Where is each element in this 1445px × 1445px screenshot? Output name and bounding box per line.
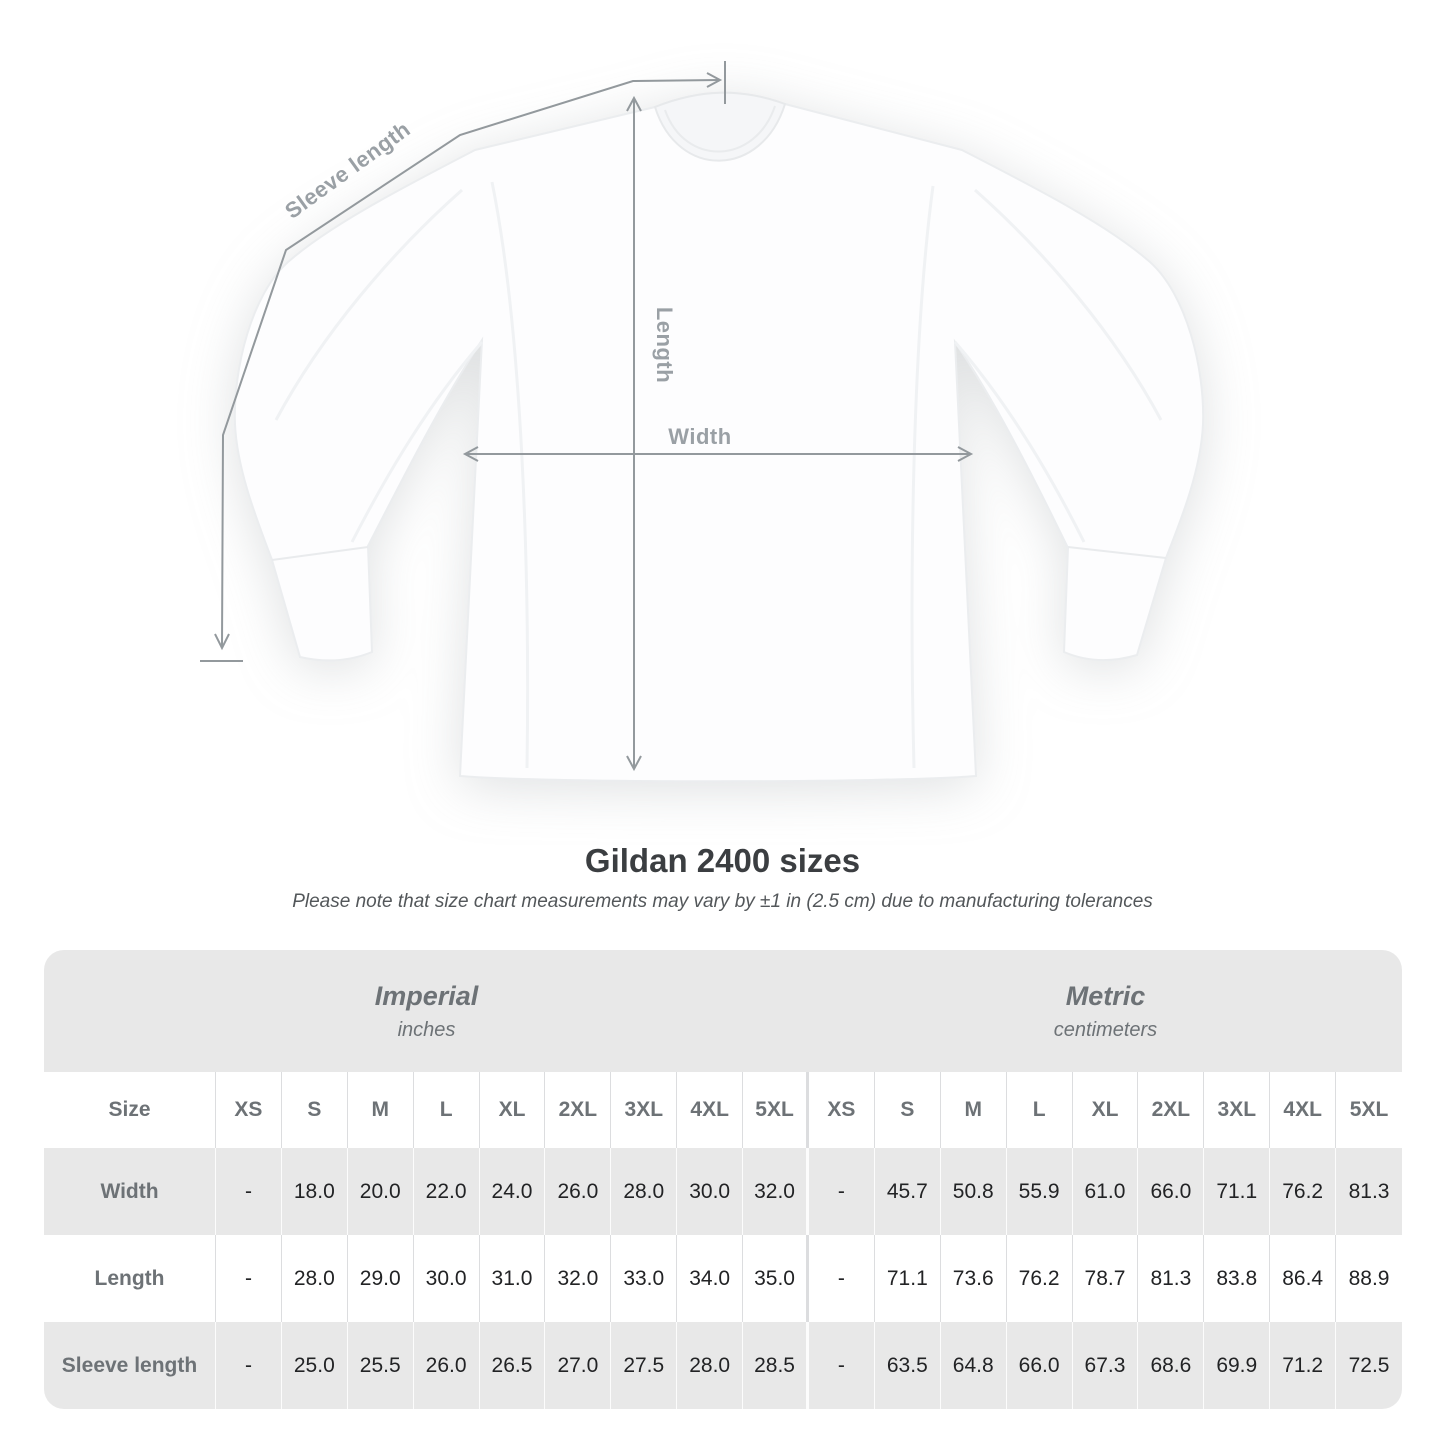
value-cell: 55.9: [1007, 1148, 1073, 1235]
size-header-imperial: L: [414, 1072, 480, 1148]
value-cell: 86.4: [1270, 1235, 1336, 1322]
value-cell: 28.0: [611, 1148, 677, 1235]
value-cell: 81.3: [1138, 1235, 1204, 1322]
value-cell: -: [216, 1235, 282, 1322]
size-header-metric: L: [1007, 1072, 1073, 1148]
row-label: Length: [44, 1235, 216, 1322]
value-cell: 78.7: [1073, 1235, 1139, 1322]
value-cell: 66.0: [1007, 1322, 1073, 1409]
value-cell: -: [216, 1148, 282, 1235]
value-cell: 34.0: [677, 1235, 743, 1322]
size-header-metric: 5XL: [1336, 1072, 1402, 1148]
value-cell: 22.0: [414, 1148, 480, 1235]
row-label: Sleeve length: [44, 1322, 216, 1409]
value-cell: 73.6: [941, 1235, 1007, 1322]
value-cell: 30.0: [677, 1148, 743, 1235]
page-title: Gildan 2400 sizes: [584, 842, 861, 879]
value-cell: 67.3: [1073, 1322, 1139, 1409]
value-cell: 64.8: [941, 1322, 1007, 1409]
value-cell: 63.5: [875, 1322, 941, 1409]
size-header-imperial: 3XL: [611, 1072, 677, 1148]
value-cell: 28.0: [282, 1235, 348, 1322]
size-header-imperial: S: [282, 1072, 348, 1148]
imperial-group-header: [44, 950, 809, 1072]
value-cell: -: [216, 1322, 282, 1409]
value-cell: -: [809, 1235, 875, 1322]
row-label: Width: [44, 1148, 216, 1235]
imperial-label: Imperial: [374, 980, 479, 1011]
size-header-imperial: XS: [216, 1072, 282, 1148]
tolerance-note: Please note that size chart measurements may vary by ±1 in (2.5 cm) due to manufacturing tolerances: [292, 891, 1153, 912]
value-cell: 18.0: [282, 1148, 348, 1235]
metric-units: centimeters: [1053, 1018, 1158, 1041]
imperial-units: inches: [397, 1018, 456, 1041]
value-cell: 66.0: [1138, 1148, 1204, 1235]
value-cell: 29.0: [348, 1235, 414, 1322]
width-label: Width: [668, 424, 732, 449]
value-cell: 45.7: [875, 1148, 941, 1235]
value-cell: 71.2: [1270, 1322, 1336, 1409]
value-cell: 30.0: [414, 1235, 480, 1322]
size-header-imperial: 4XL: [677, 1072, 743, 1148]
value-cell: 76.2: [1007, 1235, 1073, 1322]
size-header-imperial: 2XL: [545, 1072, 611, 1148]
value-cell: -: [809, 1322, 875, 1409]
value-cell: 71.1: [875, 1235, 941, 1322]
value-cell: 24.0: [480, 1148, 546, 1235]
value-cell: 72.5: [1336, 1322, 1402, 1409]
value-cell: 26.0: [545, 1148, 611, 1235]
value-cell: 20.0: [348, 1148, 414, 1235]
value-cell: 28.5: [743, 1322, 809, 1409]
value-cell: 61.0: [1073, 1148, 1139, 1235]
value-cell: 83.8: [1204, 1235, 1270, 1322]
size-table: [44, 950, 1402, 1409]
size-header-metric: 3XL: [1204, 1072, 1270, 1148]
value-cell: 25.5: [348, 1322, 414, 1409]
length-label: Length: [652, 306, 677, 384]
size-header-imperial: 5XL: [743, 1072, 809, 1148]
value-cell: 88.9: [1336, 1235, 1402, 1322]
value-cell: 28.0: [677, 1322, 743, 1409]
value-cell: 35.0: [743, 1235, 809, 1322]
value-cell: 71.1: [1204, 1148, 1270, 1235]
size-header-metric: M: [941, 1072, 1007, 1148]
value-cell: 32.0: [743, 1148, 809, 1235]
size-header-imperial: XL: [480, 1072, 546, 1148]
value-cell: 26.5: [480, 1322, 546, 1409]
size-header-metric: 4XL: [1270, 1072, 1336, 1148]
size-header-metric: S: [875, 1072, 941, 1148]
heading: [0, 841, 1445, 914]
value-cell: 26.0: [414, 1322, 480, 1409]
metric-label: Metric: [1065, 980, 1146, 1011]
value-cell: 69.9: [1204, 1322, 1270, 1409]
sleeve-length-label: Sleeve length: [280, 116, 415, 224]
size-column-header: Size: [44, 1072, 216, 1148]
value-cell: 76.2: [1270, 1148, 1336, 1235]
value-cell: -: [809, 1148, 875, 1235]
value-cell: 81.3: [1336, 1148, 1402, 1235]
size-header-metric: 2XL: [1138, 1072, 1204, 1148]
value-cell: 31.0: [480, 1235, 546, 1322]
value-cell: 32.0: [545, 1235, 611, 1322]
value-cell: 50.8: [941, 1148, 1007, 1235]
size-header-metric: XS: [809, 1072, 875, 1148]
value-cell: 25.0: [282, 1322, 348, 1409]
metric-group-header: [809, 950, 1402, 1072]
value-cell: 33.0: [611, 1235, 677, 1322]
value-cell: 68.6: [1138, 1322, 1204, 1409]
value-cell: 27.5: [611, 1322, 677, 1409]
value-cell: 27.0: [545, 1322, 611, 1409]
size-header-metric: XL: [1073, 1072, 1139, 1148]
size-header-imperial: M: [348, 1072, 414, 1148]
